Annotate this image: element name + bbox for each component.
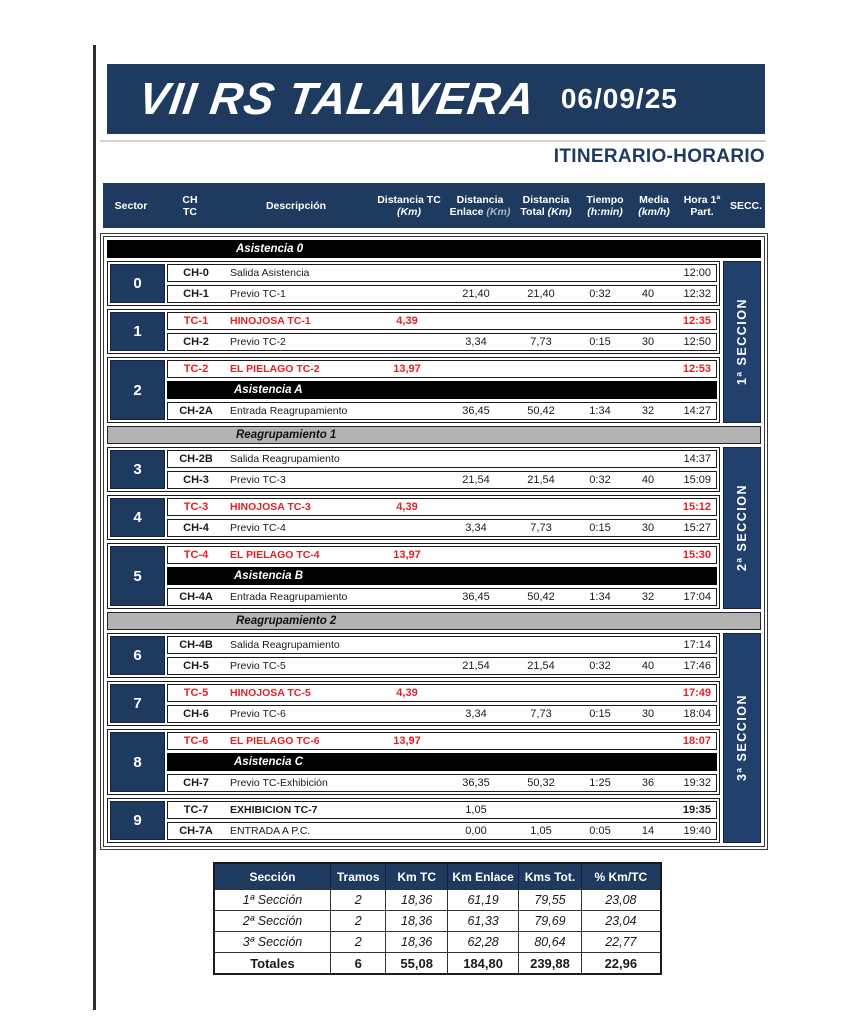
col-unit: (km/h) [638,205,670,218]
summary-cell: 184,80 [448,953,519,973]
distancia-total-cell: 21,40 [527,288,555,300]
sector-rows [167,312,717,351]
distancia-enlace-cell: 3,34 [465,522,487,534]
itinerary-row [167,588,717,606]
distancia-tc-cell: 4,39 [396,315,418,327]
sector-rows [167,636,717,675]
tiempo-cell: 0:05 [589,825,611,837]
sector-block [107,309,720,354]
summary-col-header: Km TC [386,864,447,889]
ch-cell: TC-7 [183,804,209,816]
itinerary-body [103,236,765,847]
ch-cell: TC-2 [183,363,209,375]
description-cell: Previo TC-3 [230,474,286,486]
distancia-enlace-cell: 0,00 [465,825,487,837]
summary-table [213,862,662,975]
itinerary-table [100,233,768,850]
ch-cell: TC-4 [183,549,209,561]
itinerary-row [167,402,717,420]
itinerary-row [167,498,717,516]
media-cell: 32 [641,591,655,603]
tiempo-cell: 0:32 [589,660,611,672]
event-date: 06/09/25 [560,83,678,114]
hora-cell: 12:50 [683,336,711,348]
hora-cell: 12:35 [682,315,711,327]
col-label: Hora 1ª [683,193,721,206]
sector-number: 9 [110,801,165,840]
media-cell: 30 [641,336,655,348]
sector-block [107,543,720,609]
summary-row [215,910,660,931]
description-cell: HINOJOSA TC-3 [230,501,311,513]
itinerary-row [167,285,717,303]
itinerary-row [167,684,717,702]
itinerary-row [167,774,717,792]
summary-cell: 62,28 [448,932,519,952]
col-label: Enlace (Km) [449,205,511,218]
sector-block [107,261,720,306]
distancia-tc-cell: 4,39 [396,501,418,513]
distancia-tc-cell: 13,97 [393,735,421,747]
distancia-enlace-cell: 36,45 [462,591,490,603]
col-label: Distancia [456,193,504,206]
ch-cell: TC-1 [183,315,209,327]
description-cell: Previo TC-1 [230,288,286,300]
regroup-band: Reagrupamiento 1 [107,426,761,444]
summary-row [215,931,660,952]
sector-rows [167,684,717,723]
summary-cell: 79,69 [519,911,581,931]
itinerary-row [167,450,717,468]
itinerary-row [167,333,717,351]
summary-cell: 61,19 [448,890,519,910]
sector-rows [167,732,717,792]
hora-cell: 18:04 [683,708,711,720]
distancia-enlace-cell: 36,45 [462,405,490,417]
distancia-tc-cell: 4,39 [396,687,418,699]
tiempo-cell: 0:15 [589,522,611,534]
hora-cell: 12:32 [683,288,711,300]
summary-col-header: % Km/TC [594,869,648,884]
ch-cell: CH-7A [179,825,213,837]
hora-cell: 12:53 [682,363,711,375]
itinerary-row [167,471,717,489]
tiempo-cell: 0:32 [589,474,611,486]
summary-cell: 79,55 [519,890,581,910]
itinerary-row [167,360,717,378]
description-cell: EL PIELAGO TC-2 [230,363,320,375]
ch-cell: CH-4 [183,522,209,534]
description-cell: HINOJOSA TC-1 [230,315,311,327]
sector-rows [167,264,717,303]
description-cell: HINOJOSA TC-5 [230,687,311,699]
hora-cell: 15:27 [683,522,711,534]
section-main [107,447,720,609]
media-cell: 40 [641,660,655,672]
itinerary-row [167,312,717,330]
itinerary-row [167,705,717,723]
media-cell: 30 [641,708,655,720]
distancia-total-cell: 7,73 [530,336,552,348]
summary-cell: 55,08 [386,953,447,973]
summary-row [215,889,660,910]
description-cell: Previo TC-6 [230,708,286,720]
media-cell: 36 [641,777,655,789]
page-subtitle: ITINERARIO-HORARIO [553,146,765,167]
col-label: SECC. [729,199,763,212]
summary-col-header: Tramos [331,864,387,889]
itinerary-row [167,732,717,750]
section-main [107,261,720,423]
col-label: Total (Km) [520,205,572,218]
page-edge-line [93,45,96,1010]
summary-cell: 18,36 [386,932,447,952]
hora-cell: 14:37 [683,453,711,465]
ch-cell: TC-3 [183,501,209,513]
media-cell: 30 [641,522,655,534]
col-label: Descripción [265,199,327,212]
media-cell: 40 [641,288,655,300]
hora-cell: 12:00 [683,267,711,279]
summary-cell: Totales [215,953,331,973]
sector-block [107,798,720,843]
sector-number: 1 [110,312,165,351]
col-label: Distancia TC [377,193,441,206]
summary-cell: 2 [331,890,387,910]
distancia-total-cell: 50,42 [527,591,555,603]
ch-cell: CH-5 [183,660,209,672]
description-cell: Previo TC-2 [230,336,286,348]
sector-rows [167,450,717,489]
secc-label: 2ª SECCION [735,484,749,572]
description-cell: Salida Reagrupamiento [230,453,340,465]
distancia-enlace-cell: 3,34 [465,336,487,348]
col-label: Distancia [522,193,570,206]
description-cell: EL PIELAGO TC-4 [230,549,320,561]
description-cell: Entrada Reagrupamiento [230,405,348,417]
summary-cell: 22,77 [605,935,637,949]
summary-cell: 18,36 [386,890,447,910]
summary-cell: 3ª Sección [215,932,331,952]
col-label: CH [182,193,198,206]
service-band: Asistencia A [167,381,717,399]
summary-cell: 2ª Sección [215,911,331,931]
secc-column-block [723,633,761,843]
col-unit: (Km) [397,205,421,218]
sector-number: 7 [110,684,165,723]
col-header-distancia-enlace [447,183,513,228]
sector-block [107,495,720,540]
distancia-total-cell: 1,05 [530,825,552,837]
col-label: Sector [114,199,148,212]
summary-cell: 18,36 [386,911,447,931]
ch-cell: TC-6 [183,735,209,747]
ch-cell: CH-3 [183,474,209,486]
col-header-hora-part [677,183,727,228]
distancia-enlace-cell: 3,34 [465,708,487,720]
hora-cell: 17:46 [683,660,711,672]
col-unit: (h:min) [587,205,623,218]
distancia-enlace-cell: 21,40 [462,288,490,300]
hora-cell: 19:35 [682,804,711,816]
itinerary-row [167,657,717,675]
description-cell: Salida Asistencia [230,267,310,279]
summary-cell: 2 [331,932,387,952]
media-cell: 14 [641,825,655,837]
distancia-enlace-cell: 36,35 [462,777,490,789]
itinerary-row [167,636,717,654]
distancia-total-cell: 50,32 [527,777,555,789]
summary-col-header: Sección [215,864,331,889]
col-header-distancia-total [513,183,579,228]
ch-cell: CH-2B [179,453,213,465]
sector-number: 0 [110,264,165,303]
ch-cell: CH-4A [179,591,213,603]
col-label: Media [639,193,669,206]
service-band: Asistencia 0 [107,240,761,258]
col-label: Tiempo [586,193,624,206]
distancia-total-cell: 7,73 [530,522,552,534]
sector-block [107,447,720,492]
summary-col-header: Kms Tot. [519,864,581,889]
ch-cell: CH-2A [179,405,213,417]
description-cell: Previo TC-Exhibición [230,777,328,789]
itinerary-row [167,519,717,537]
regroup-band: Reagrupamiento 2 [107,612,761,630]
col-header-ch-tc [159,183,221,228]
distancia-total-cell: 7,73 [530,708,552,720]
tiempo-cell: 1:34 [589,405,611,417]
col-label: TC [183,205,197,218]
media-cell: 40 [641,474,655,486]
itinerary-row [167,822,717,840]
col-header-secc [727,183,765,228]
service-band: Asistencia B [167,567,717,585]
sector-rows [167,498,717,537]
sector-number: 5 [110,546,165,606]
col-label: Part. [690,205,714,218]
divider-line [100,140,766,142]
itinerary-row [167,546,717,564]
hora-cell: 15:30 [682,549,711,561]
distancia-enlace-cell: 1,05 [465,804,487,816]
title-band [107,64,765,134]
summary-row [215,952,660,973]
summary-col-header: Km Enlace [448,864,519,889]
col-header-sector [103,183,159,228]
distancia-total-cell: 50,42 [527,405,555,417]
hora-cell: 19:32 [683,777,711,789]
col-header-distancia-tc [371,183,447,228]
distancia-enlace-cell: 21,54 [462,474,490,486]
hora-cell: 17:14 [683,639,711,651]
summary-cell: 6 [331,953,387,973]
tiempo-cell: 0:15 [589,336,611,348]
sector-number: 3 [110,450,165,489]
distancia-total-cell: 21,54 [527,474,555,486]
ch-cell: CH-4B [179,639,213,651]
sector-block [107,357,720,423]
summary-cell: 80,64 [519,932,581,952]
col-header-media [631,183,677,228]
secc-column-block [723,447,761,609]
col-header-tiempo [579,183,631,228]
service-band: Asistencia C [167,753,717,771]
distancia-total-cell: 21,54 [527,660,555,672]
sector-block [107,633,720,678]
summary-header-row [215,864,660,889]
itinerary-row [167,801,717,819]
secc-column-block [723,261,761,423]
sector-number: 6 [110,636,165,675]
distancia-enlace-cell: 21,54 [462,660,490,672]
hora-cell: 15:12 [682,501,711,513]
hora-cell: 17:04 [683,591,711,603]
summary-cell: 2 [331,911,387,931]
description-cell: Salida Reagrupamiento [230,639,340,651]
sector-rows [167,360,717,420]
hora-cell: 14:27 [683,405,711,417]
ch-cell: TC-5 [183,687,209,699]
sector-rows [167,546,717,606]
col-header-descripcion [221,183,371,228]
distancia-tc-cell: 13,97 [393,549,421,561]
tiempo-cell: 0:15 [589,708,611,720]
sector-rows [167,801,717,840]
description-cell: Previo TC-4 [230,522,286,534]
summary-cell: 23,04 [605,914,637,928]
media-cell: 32 [641,405,655,417]
description-cell: Entrada Reagrupamiento [230,591,348,603]
summary-cell: 61,33 [448,911,519,931]
description-cell: ENTRADA A P.C. [230,825,311,837]
description-cell: EL PIELAGO TC-6 [230,735,320,747]
ch-cell: CH-2 [183,336,209,348]
sector-number: 8 [110,732,165,792]
itinerary-column-header [103,183,765,228]
secc-label: 1ª SECCION [735,298,749,386]
description-cell: EXHIBICION TC-7 [230,804,318,816]
tiempo-cell: 1:25 [589,777,611,789]
sector-number: 4 [110,498,165,537]
hora-cell: 19:40 [683,825,711,837]
hora-cell: 17:49 [682,687,711,699]
hora-cell: 18:07 [682,735,711,747]
distancia-tc-cell: 13,97 [393,363,421,375]
description-cell: Previo TC-5 [230,660,286,672]
sector-block [107,681,720,726]
sector-number: 2 [110,360,165,420]
hora-cell: 15:09 [683,474,711,486]
section-main [107,633,720,843]
summary-cell: 22,96 [604,955,638,971]
ch-cell: CH-7 [183,777,209,789]
ch-cell: CH-0 [183,267,209,279]
ch-cell: CH-1 [183,288,209,300]
sector-block [107,729,720,795]
event-title: VII RS TALAVERA [135,73,539,124]
ch-cell: CH-6 [183,708,209,720]
tiempo-cell: 0:32 [589,288,611,300]
summary-cell: 239,88 [519,953,581,973]
summary-cell: 1ª Sección [215,890,331,910]
tiempo-cell: 1:34 [589,591,611,603]
summary-cell: 23,08 [605,893,637,907]
secc-label: 3ª SECCION [735,694,749,782]
itinerary-row [167,264,717,282]
summary-body [215,889,660,973]
